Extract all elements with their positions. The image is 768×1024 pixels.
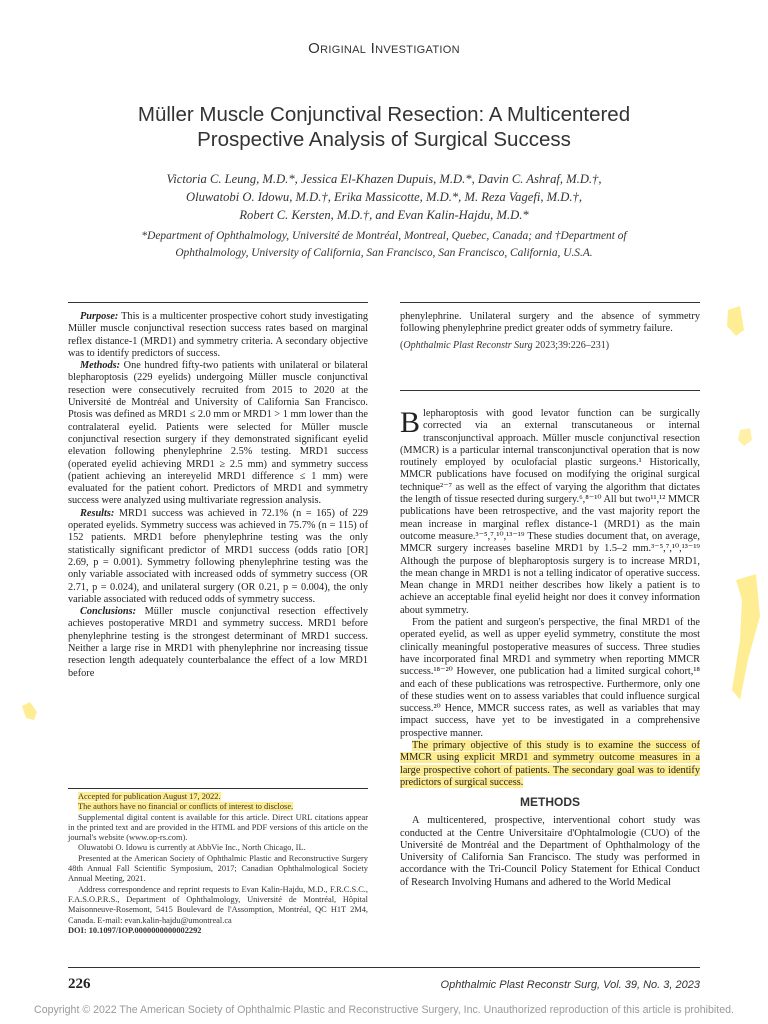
highlighter-mark-left (22, 702, 37, 720)
body-column (400, 302, 700, 351)
title-line-1: Müller Muscle Conjunctival Resection: A Multicentered (137, 103, 631, 126)
highlighter-mark-right-3 (732, 574, 760, 700)
abstract-results (68, 508, 368, 606)
body-paragraph-2: From the patient and surgeon's perspective, the final MRD1 of the operated eyelid, as well as upper eyelid symmetry, constitute the most clinically meaningful postoperative measures of success. Three studies have incorporated final MRD1 and symmetry when reporting MMCR success.¹⁸⁻²⁰ However, one publication had a limited surgical cohort,¹⁸ and each of these publications was retrospective. Furthermore, only one of these studies went on to assess variables that could influence surgical success.²⁰ Hence, MMCR success rates, as well as variables that may impact success, have yet to be investigated in a comprehensive prospective manner. (400, 617, 700, 739)
purpose-label: Purpose: (80, 311, 119, 322)
purpose-text: This is a multicenter prospective cohort study investigating Müller muscle conjunctival resection success rates based on marginal reflex distance-1 (MRD1) and symmetry criteria. A secondary objective was to identify predictors of success. (68, 311, 368, 359)
footnote-accepted-text: Accepted for publication August 17, 2022. (78, 792, 221, 801)
affiliations (70, 228, 698, 262)
footnotes (68, 792, 368, 936)
body-paragraph-3 (400, 740, 700, 789)
title-line-2: Prospective Analysis of Surgical Success (197, 128, 571, 151)
citation-journal: Ophthalmic Plast Reconstr Surg (403, 339, 533, 351)
abstract-purpose (68, 311, 368, 360)
footnote-conflicts-text: The authors have no financial or conflicts of interest to disclose. (78, 802, 294, 812)
body-text (400, 408, 700, 889)
abstract-bottom-rule (400, 390, 700, 391)
abstract-continuation: phenylephrine. Unilateral surgery and the absence of symmetry following phenylephrine predict greater odds of symmetry failure. (400, 311, 700, 335)
section-label: Original Investigation (308, 40, 460, 57)
body-paragraph-3-text: The primary objective of this study is to examine the success of MMCR using explicit MRD1 and symmetry outcome measures in a large prospective cohort of patients. The secondary goal was to identify predictors of surgical success. (400, 740, 700, 788)
authors-line-2: Oluwatobi O. Idowu, M.D.†, Erika Massicotte, M.D.*, M. Reza Vagefi, M.D.†, (186, 190, 582, 204)
conclusions-text: Müller muscle conjunctival resection effectively achieves postoperative MRD1 and symmetry success. MRD1 before phenylephrine testing is the strongest determinant of MRD1 success. Neither a large rise in MRD1 with phenylephrine nor increasing tissue resection length adequately counterbalance the effect of a low MRD1 before (68, 606, 368, 679)
footnote-correspondence: Address correspondence and reprint requests to Evan Kalin-Hajdu, M.D., F.R.C.S.C., F.A.S.O.P.R.S., Department of Ophthalmology, Université de Montréal, Hôpital Maisonneuve-Rosemont, 5415 Boulevard de l'Assomption, Montréal, QC H1T 2M4, Canada. E-mail: evan.kalin-hajdu@umontreal.ca (68, 884, 368, 925)
results-label: Results: (80, 507, 115, 519)
authors-line-3: Robert C. Kersten, M.D.†, and Evan Kalin-Hajdu, M.D.* (239, 208, 529, 222)
drop-cap: B (400, 406, 421, 439)
methods-label: Methods: (80, 360, 121, 372)
authors-line-1: Victoria C. Leung, M.D.*, Jessica El-Khazen Dupuis, M.D.*, Davin C. Ashraf, M.D.†, (166, 172, 602, 186)
results-text: MRD1 success was achieved in 72.1% (n = 165) of 229 operated eyelids. Symmetry success was achieved in 75.7% (n = 115) of 152 patients. MRD1 before phenylephrine testing was the only statistically significant predictor of MRD1 success (odds ratio [OR] 2.69, p = 0.001). Symmetry following phenylephrine testing was the only variable associated with increased odds of symmetry success (OR 2.71, p = 0.024), and unilateral surgery (OR 0.21, p = 0.004), the only variable associated with reduced odds of symmetry success. (68, 507, 368, 605)
methods-heading: METHODS (520, 795, 580, 810)
author-list (60, 170, 708, 224)
footnote-doi: DOI: 10.1097/IOP.0000000000002292 (68, 925, 202, 935)
footer-rule (68, 967, 700, 968)
page-number: 226 (68, 976, 91, 992)
footnote-conflicts (68, 802, 368, 812)
highlighter-mark-right-1 (727, 306, 744, 336)
journal-footer: Ophthalmic Plast Reconstr Surg, Vol. 39, No. 3, 2023 (440, 979, 700, 991)
conclusions-label: Conclusions: (80, 606, 137, 618)
abstract-citation (400, 340, 700, 351)
abstract-column (68, 302, 368, 680)
body-paragraph-1 (400, 408, 700, 617)
affiliation-line-2: Ophthalmology, University of California, San Francisco, San Francisco, California, U.S.A. (175, 247, 593, 259)
footnote-rule (68, 788, 368, 789)
footnote-supplemental: Supplemental digital content is available for this article. Direct URL citations appear in the printed text and are provided in the HTML and PDF versions of this article on the journal's website (www.op-rs.com). (68, 812, 368, 843)
abstract-methods (68, 360, 368, 508)
abstract-conclusions (68, 606, 368, 680)
body-paragraph-4: A multicentered, prospective, interventional cohort study was conducted at the Centre Universitaire d'Ophtalmologie (CUO) of the Université de Montréal and the Department of Ophthalmology of the University of California San Francisco. The study was performed in accordance with the Tri-Council Policy Statement for Ethical Conduct of Research Involving Humans and adhered to the World Medical (400, 815, 700, 888)
affiliation-line-1: *Department of Ophthalmology, Université de Montréal, Montreal, Quebec, Canada; and †Department of (141, 230, 627, 242)
footnote-accepted (68, 792, 368, 802)
copyright-notice: Copyright © 2022 The American Society of Ophthalmic Plastic and Reconstructive Surgery, Inc. Unauthorized reproduction of this article is prohibited. (34, 1004, 734, 1016)
highlighter-mark-right-2 (738, 428, 752, 446)
body-paragraph-1-text: lepharoptosis with good levator function can be surgically corrected via an external transcutaneous or internal transconjunctival approach. Müller muscle conjunctival resection (MMCR) is a particular internal transconjunctival operation that is now routinely employed by oculofacial plastic surgeons.¹ Historically, MMCR publications have focused on modifying the original surgical technique²⁻⁷ as well as the effect of varying the algorithm that dictates the length of tissue resected during surgery.⁶,⁸⁻¹⁰ All but two¹¹,¹² MMCR publications have been retrospective, and the vast majority report the mean increase in marginal reflex distance-1 (MRD1) as the main outcome measure.³⁻⁵,⁷,¹⁰,¹³⁻¹⁹ These studies document that, on average, MMCR surgery increases baseline MRD1 by 1.5–2 mm.³⁻⁵,⁷,¹⁰,¹³⁻¹⁹ Although the purpose of blepharoptosis surgery is to increase MRD1, the mean change in MRD1 is not a telling indicator of operative success. Mean change in MRD1 neither describes how likely a patient is to achieve an acceptable final eyelid height nor does it convey information about symmetry. (400, 408, 700, 616)
methods-text: One hundred fifty-two patients with unilateral or bilateral blepharoptosis (229 eyelids) undergoing Müller muscle conjunctival resection were consecutively recruited from 2015 to 2020 at the Université de Montréal and University of California San Francisco. Ptosis was defined as MRD1 ≤ 2.0 mm or MRD1 > 1 mm lower than the contralateral eyelid. Patients were selected for Müller muscle conjunctival resection surgery if they demonstrated significant eyelid elevation following phenylephrine 2.5% testing. MRD1 success (operated eyelid achieving MRD1 ≥ 2.5 mm) and symmetry success (patient achieving an intereyelid MRD1 difference ≤ 1 mm) were evaluated for the patient cohort. Predictors of MRD1 and symmetry success were analyzed using multivariate regression analysis. (68, 360, 368, 507)
citation-open: ( (400, 339, 404, 351)
article-title (60, 102, 708, 152)
citation-rest: 2023;39:226–231) (532, 339, 610, 351)
footnote-current-affiliation: Oluwatobi O. Idowu is currently at AbbVie Inc., North Chicago, IL. (78, 843, 306, 853)
footnote-presented: Presented at the American Society of Ophthalmic Plastic and Reconstructive Surgery 48th Annual Fall Scientific Symposium, 2017; Canadian Ophthalmological Society Annual Meeting, 2021. (68, 853, 368, 884)
